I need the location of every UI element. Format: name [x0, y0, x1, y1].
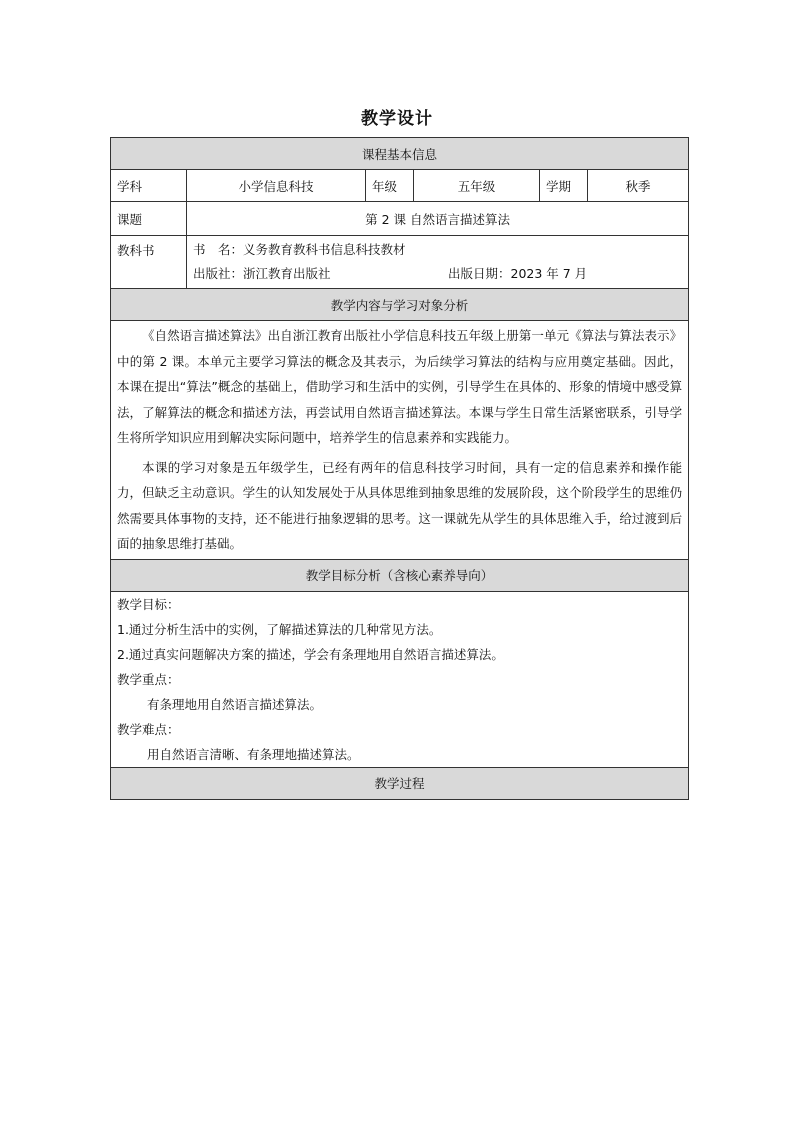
- publisher: 出版社：浙江教育出版社: [193, 266, 331, 281]
- textbook-label: 教科书: [111, 236, 187, 289]
- key-point-label: 教学重点：: [117, 671, 180, 687]
- grade-value: 五年级: [414, 170, 540, 202]
- subject-label: 学科: [111, 170, 187, 202]
- term-label: 学期: [540, 170, 588, 202]
- analysis-content: [111, 321, 689, 560]
- page-title: 教学设计: [361, 109, 433, 129]
- section-header-process: 教学过程: [111, 767, 689, 799]
- section-header-objectives: 教学目标分析（含核心素养导向）: [111, 559, 689, 591]
- objectives-content: [111, 591, 689, 767]
- lesson-value: 第 2 课 自然语言描述算法: [187, 202, 689, 236]
- section-header-basic-info: 课程基本信息: [111, 138, 689, 170]
- goals-label: 教学目标：: [117, 596, 180, 612]
- book-name: 书 名：义务教育教科书信息科技教材: [193, 242, 406, 257]
- analysis-paragraph-2: 本课的学习对象是五年级学生，已经有两年的信息科技学习时间，具有一定的信息素养和操作能力，但缺乏主动意识。学生的认知发展处于从具体思维到抽象思维的发展阶段，这个阶段学生的思维仍然需要具体事物的支持，还不能进行抽象逻辑的思考。这一课就先从学生的具体思维入手，给过渡到后面的抽象思维打基础。: [117, 459, 683, 551]
- publication-date: 出版日期：2023 年 7 月: [448, 266, 588, 281]
- goal-item-2: 2.通过真实问题解决方案的描述，学会有条理地用自然语言描述算法。: [117, 646, 504, 662]
- key-point-text: 有条理地用自然语言描述算法。: [147, 696, 323, 712]
- difficulty-text: 用自然语言清晰、有条理地描述算法。: [147, 746, 360, 762]
- difficulty-label: 教学难点：: [117, 721, 180, 737]
- term-value: 秋季: [588, 170, 689, 202]
- section-header-analysis: 教学内容与学习对象分析: [111, 289, 689, 321]
- subject-value: 小学信息科技: [187, 170, 366, 202]
- goal-item-1: 1.通过分析生活中的实例，了解描述算法的几种常见方法。: [117, 621, 442, 637]
- grade-label: 年级: [366, 170, 414, 202]
- analysis-paragraph-1: 《自然语言描述算法》出自浙江教育出版社小学信息科技五年级上册第一单元《算法与算法表示》中的第 2 课。本单元主要学习算法的概念及其表示，为后续学习算法的结构与应用奠定基础。因此，本课在提出“算法”概念的基础上，借助学习和生活中的实例，引导学生在具体的、形象的情境中感受算法，了解算法的概念和描述方法，再尝试用自然语言描述算法。本课与学生日常生活紧密联系，引导学生将所学知识应用到解决实际问题中，培养学生的信息素养和实践能力。: [117, 328, 683, 445]
- textbook-info: [187, 236, 689, 289]
- lesson-plan-table: [110, 137, 689, 800]
- lesson-label: 课题: [111, 202, 187, 236]
